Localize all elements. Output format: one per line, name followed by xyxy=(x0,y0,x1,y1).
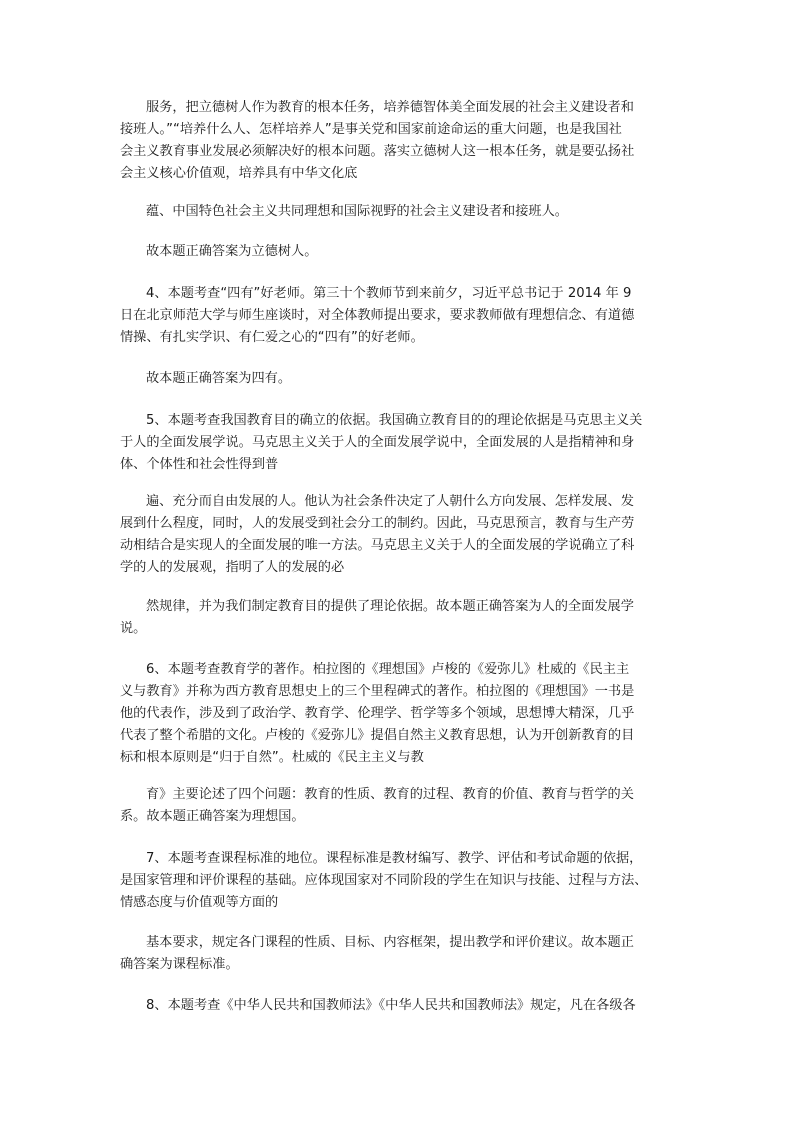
paragraph-continuation xyxy=(120,491,680,579)
text-line: 义与教育》并称为西方教育思想史上的三个里程碑式的著作。柏拉图的《理想国》一书是 xyxy=(120,684,635,699)
text-line: 6、本题考查教育学的著作。柏拉图的《理想国》卢梭的《爱弥儿》杜威的《民主主 xyxy=(146,662,630,677)
text-line: 情操、有扎实学识、有仁爱之心的“四有”的好老师。 xyxy=(120,330,424,345)
paragraph-question-4 xyxy=(120,283,680,349)
paragraph-answer xyxy=(120,241,680,263)
text-line: 接班人。”“培养什么人、怎样培养人”是事关党和国家前途命运的重大问题，也是我国社 xyxy=(120,122,622,137)
text-line: 会主义教育事业发展必须解决好的根本问题。落实立德树人这一根本任务，就是要弘扬社 xyxy=(120,144,635,159)
text-line: 5、本题考查我国教育目的确立的依据。我国确立教育目的的理论依据是马克思主义关 xyxy=(146,413,643,428)
paragraph-continuation xyxy=(120,596,680,640)
text-line: 故本题正确答案为四有。 xyxy=(146,371,292,386)
text-line: 8、本题考查《中华人民共和国教师法》《中华人民共和国教师法》规定，凡在各级各 xyxy=(146,998,636,1013)
text-line: 基本要求，规定各门课程的性质、目标、内容框架，提出教学和评价建议。故本题正 xyxy=(146,935,634,950)
text-line: 他的代表作，涉及到了政治学、教育学、伦理学、哲学等多个领域，思想博大精深，几乎 xyxy=(120,706,635,721)
paragraph-question-8 xyxy=(120,995,680,1017)
text-line: 然规律，并为我们制定教育目的提供了理论依据。故本题正确答案为人的全面发展学 xyxy=(146,599,634,614)
text-line: 代表了整个希腊的文化。卢梭的《爱弥儿》提倡自然主义教育思想，认为开创新教育的目 xyxy=(120,728,635,743)
text-line: 会主义核心价值观，培养具有中华文化底 xyxy=(120,166,358,181)
paragraph-answer xyxy=(120,368,680,390)
paragraph-continuation xyxy=(120,201,680,223)
text-line: 于人的全面发展学说。马克思主义关于人的全面发展学说中，全面发展的人是指精神和身 xyxy=(120,435,635,450)
paragraph-question-5 xyxy=(120,410,680,476)
text-line: 体、个体性和社会性得到普 xyxy=(120,457,279,472)
text-line: 遍、充分而自由发展的人。他认为社会条件决定了人朝什么方向发展、怎样发展、发 xyxy=(146,494,634,509)
text-line: 故本题正确答案为立德树人。 xyxy=(146,244,318,259)
paragraph-question-6 xyxy=(120,659,680,769)
text-line: 日在北京师范大学与师生座谈时，对全体教师提出要求，要求教师做有理想信念、有道德 xyxy=(120,308,635,323)
paragraph-continuation xyxy=(120,784,680,828)
text-line: 展到什么程度，同时，人的发展受到社会分工的制约。因此，马克思预言，教育与生产劳 xyxy=(120,516,635,531)
text-line: 4、本题考查“四有”好老师。第三十个教师节到来前夕，习近平总书记于 2014 年 9 xyxy=(146,286,632,301)
text-line: 服务，把立德树人作为教育的根本任务，培养德智体美全面发展的社会主义建设者和 xyxy=(146,100,634,115)
text-line: 7、本题考查课程标准的地位。课程标准是教材编写、教学、评估和考试命题的依据， xyxy=(146,851,643,866)
text-line: 动相结合是实现人的全面发展的唯一方法。马克思主义关于人的全面发展的学说确立了科 xyxy=(120,538,635,553)
text-line: 是国家管理和评价课程的基础。应体现国家对不同阶段的学生在知识与技能、过程与方法、 xyxy=(120,873,648,888)
paragraph-moral-education xyxy=(120,97,680,185)
text-line: 系。故本题正确答案为理想国。 xyxy=(120,809,305,824)
text-line: 说。 xyxy=(120,621,147,636)
text-line: 确答案为课程标准。 xyxy=(120,957,239,972)
paragraph-continuation xyxy=(120,932,680,976)
paragraph-question-7 xyxy=(120,848,680,914)
text-line: 学的人的发展观，指明了人的发展的必 xyxy=(120,560,345,575)
text-line: 育》主要论述了四个问题：教育的性质、教育的过程、教育的价值、教育与哲学的关 xyxy=(146,787,634,802)
text-line: 情感态度与价值观等方面的 xyxy=(120,895,279,910)
text-line: 标和根本原则是“归于自然”。杜威的《民主主义与教 xyxy=(120,750,424,765)
text-line: 蕴、中国特色社会主义共同理想和国际视野的社会主义建设者和接班人。 xyxy=(146,204,568,219)
